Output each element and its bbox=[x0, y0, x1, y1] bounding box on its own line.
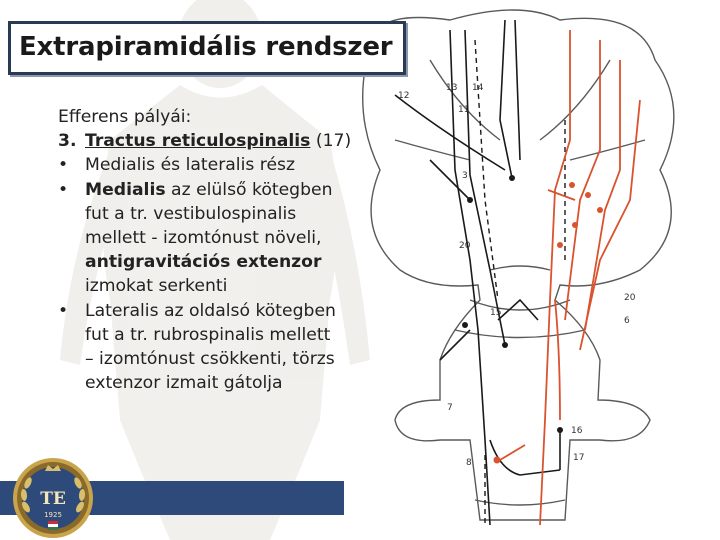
title-box bbox=[8, 21, 406, 75]
figure-label: 8 bbox=[466, 458, 472, 468]
item-number: 3. bbox=[58, 131, 77, 152]
flag-icon bbox=[48, 521, 58, 530]
bullet-continuation: mellett - izomtónust növeli, bbox=[85, 228, 322, 249]
bullet-medialis-lateralis bbox=[58, 153, 358, 177]
figure-label: 20 bbox=[459, 241, 471, 251]
bullet-continuation: izmokat serkenti bbox=[85, 276, 228, 297]
bullet-text: Lateralis az oldalsó kötegben bbox=[85, 300, 336, 321]
figure-label: 20 bbox=[624, 293, 636, 303]
bullet-icon: • bbox=[58, 300, 69, 321]
university-logo bbox=[12, 457, 94, 539]
figure-label: 11 bbox=[458, 105, 470, 115]
item-3 bbox=[58, 129, 358, 153]
brain-outline bbox=[363, 10, 674, 520]
black-pathways bbox=[395, 20, 560, 525]
slide-title: Extrapiramidális rendszer bbox=[19, 32, 393, 62]
tract-name: Tractus reticulospinalis bbox=[85, 131, 311, 152]
bullet-continuation: – izomtónust csökkenti, törzs bbox=[85, 349, 335, 370]
figure-label: 6 bbox=[624, 316, 630, 326]
bullet-text: Medialis és lateralis rész bbox=[85, 155, 296, 176]
slide-body bbox=[58, 105, 358, 395]
figure-label: 17 bbox=[573, 453, 585, 463]
bold-term: Medialis bbox=[85, 179, 166, 200]
figure-label: 13 bbox=[446, 83, 458, 93]
bullet-continuation: fut a tr. vestibulospinalis bbox=[85, 203, 297, 224]
efferent-heading: Efferens pályái: bbox=[58, 107, 192, 127]
bullet-continuation-bold: antigravitációs extenzor bbox=[85, 252, 322, 273]
figure-label: 14 bbox=[472, 83, 484, 93]
figure-label: 12 bbox=[398, 91, 410, 101]
bullet-lateralis bbox=[58, 299, 358, 323]
bullet-text: az elülső kötegben bbox=[171, 179, 333, 200]
figure-label: 3 bbox=[462, 171, 468, 181]
bullet-icon: • bbox=[58, 179, 69, 200]
bullet-icon: • bbox=[58, 155, 69, 176]
logo-year: 1925 bbox=[44, 511, 62, 519]
figure-label: 15 bbox=[490, 308, 502, 318]
bullet-medialis bbox=[58, 178, 358, 202]
figure-ref: (17) bbox=[315, 131, 352, 152]
logo-initials: TE bbox=[40, 489, 66, 509]
figure-label: 7 bbox=[447, 403, 453, 413]
figure-label: 16 bbox=[571, 426, 583, 436]
bullet-continuation: extenzor izmait gátolja bbox=[85, 373, 283, 394]
black-nodes bbox=[462, 175, 563, 433]
bullet-continuation: fut a tr. rubrospinalis mellett bbox=[85, 324, 331, 345]
